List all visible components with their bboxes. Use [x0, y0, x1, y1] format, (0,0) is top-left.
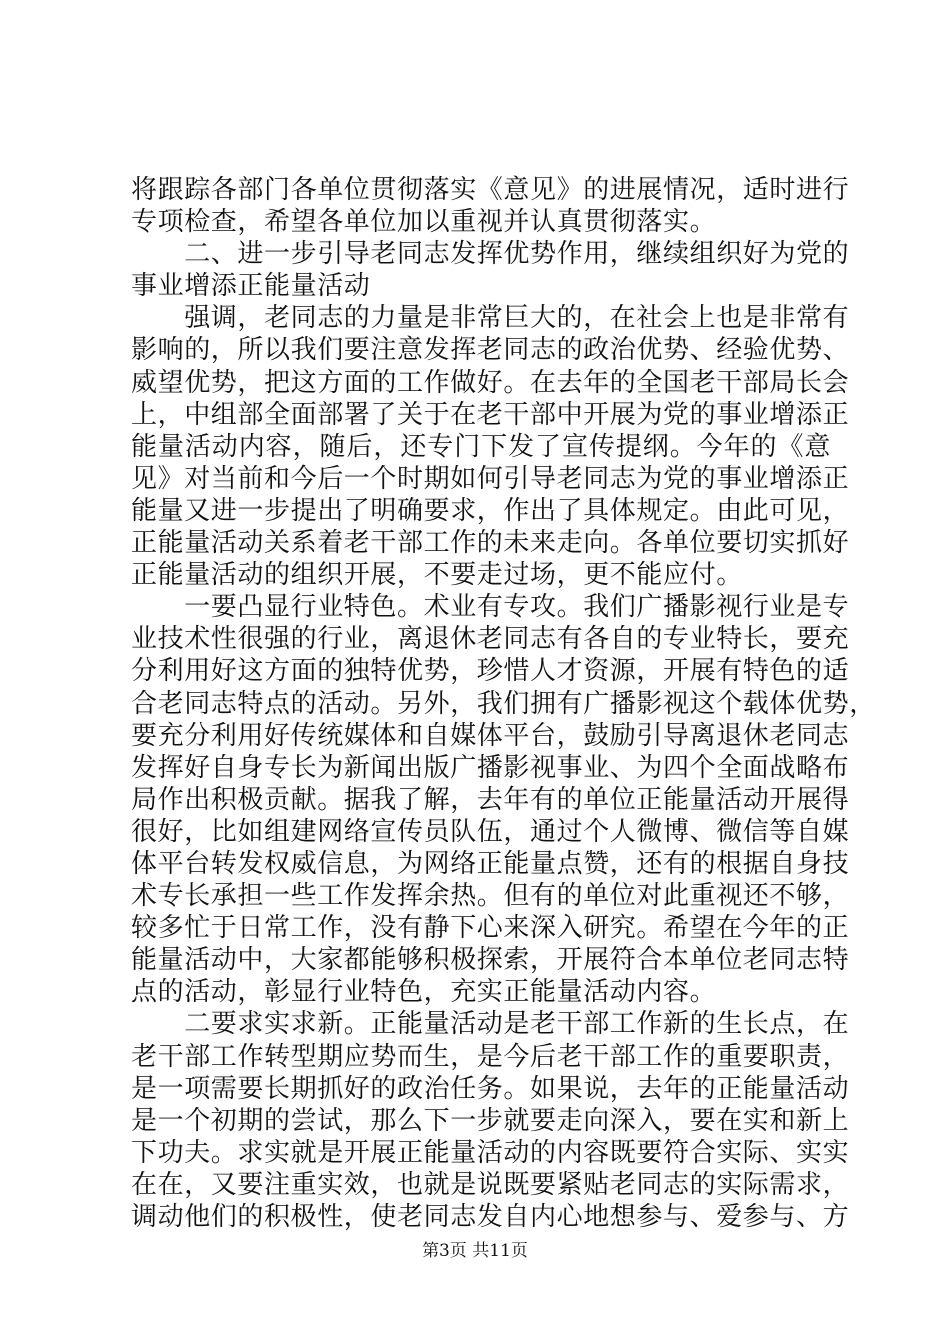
text-line: 正能量活动的组织开展，不要走过场，更不能应付。: [131, 560, 743, 591]
text-line: 要充分利用好传统媒体和自媒体平台，鼓励引导离退休老同志: [131, 720, 850, 751]
text-line: 影响的，所以我们要注意发挥老同志的政治优势、经验优势、: [131, 335, 850, 366]
text-line: 局作出积极贡献。据我了解，去年有的单位正能量活动开展得: [131, 784, 850, 815]
page-number-footer: 第3页 共11页: [422, 1241, 528, 1261]
text-line: 老干部工作转型期应势而生，是今后老干部工作的重要职责，: [131, 1041, 850, 1072]
text-line: 体平台转发权威信息，为网络正能量点赞，还有的根据自身技: [131, 848, 850, 879]
text-line: 能量又进一步提出了明确要求，作出了具体规定。由此可见，: [131, 495, 850, 526]
text-line: 分利用好这方面的独特优势，珍惜人才资源，开展有特色的适: [131, 656, 850, 687]
text-line: 威望优势，把这方面的工作做好。在去年的全国老干部局长会: [131, 367, 850, 398]
text-line: 一要凸显行业特色。术业有专攻。我们广播影视行业是专: [131, 592, 850, 623]
text-line: 见》对当前和今后一个时期如何引导老同志为党的事业增添正: [131, 463, 850, 494]
text-line: 二、进一步引导老同志发挥优势作用，继续组织好为党的: [131, 239, 850, 270]
text-line: 正能量活动关系着老干部工作的未来走向。各单位要切实抓好: [131, 528, 850, 559]
text-line: 是一项需要长期抓好的政治任务。如果说，去年的正能量活动: [131, 1073, 850, 1104]
text-line: 是一个初期的尝试，那么下一步就要走向深入，要在实和新上: [131, 1105, 850, 1136]
text-line: 强调，老同志的力量是非常巨大的，在社会上也是非常有: [131, 303, 850, 334]
text-line: 很好，比如组建网络宣传员队伍，通过个人微博、微信等自媒: [131, 816, 850, 847]
text-line: 业技术性很强的行业，离退休老同志有各自的专业特长，要充: [131, 624, 850, 655]
text-line: 合老同志特点的活动。另外，我们拥有广播影视这个载体优势，: [131, 688, 876, 719]
text-line: 二要求实求新。正能量活动是老干部工作新的生长点，在: [131, 1009, 850, 1040]
text-line: 能量活动中，大家都能够积极探索，开展符合本单位老同志特: [131, 945, 850, 976]
text-line: 下功夫。求实就是开展正能量活动的内容既要符合实际、实实: [131, 1137, 850, 1168]
text-line: 专项检查，希望各单位加以重视并认真贯彻落实。: [131, 207, 717, 238]
text-line: 发挥好自身专长为新闻出版广播影视事业、为四个全面战略布: [131, 752, 850, 783]
text-line: 上，中组部全面部署了关于在老干部中开展为党的事业增添正: [131, 399, 850, 430]
text-line: 术专长承担一些工作发挥余热。但有的单位对此重视还不够，: [131, 881, 850, 912]
text-line: 将跟踪各部门各单位贯彻落实《意见》的进展情况，适时进行: [131, 175, 850, 205]
text-line: 事业增添正能量活动: [131, 271, 371, 302]
text-line: 调动他们的积极性，使老同志发自内心地想参与、爱参与、方: [131, 1202, 850, 1232]
text-line: 较多忙于日常工作，没有静下心来深入研究。希望在今年的正: [131, 913, 850, 944]
document-body: [131, 174, 876, 1233]
text-line: 能量活动内容，随后，还专门下发了宣传提纲。今年的《意: [131, 431, 831, 462]
text-line: 在在，又要注重实效，也就是说既要紧贴老同志的实际需求，: [131, 1169, 850, 1200]
text-line: 点的活动，彰显行业特色，充实正能量活动内容。: [131, 977, 717, 1008]
